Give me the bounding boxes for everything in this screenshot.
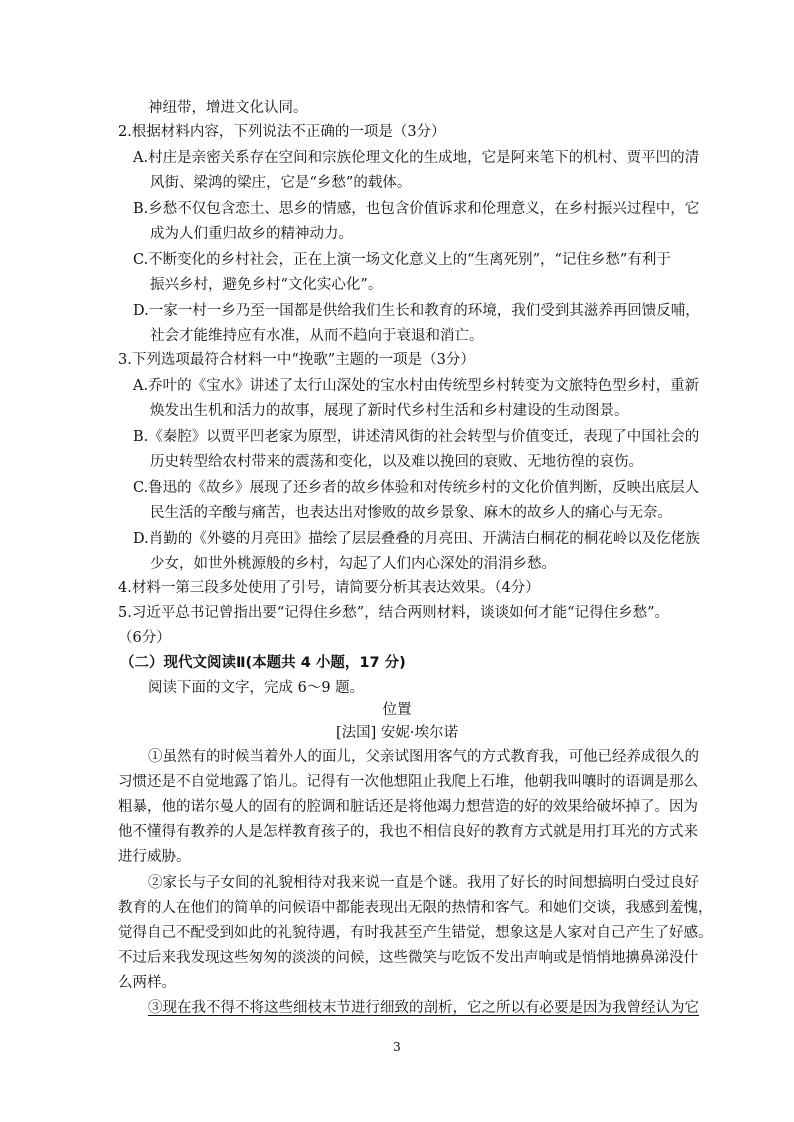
paragraph-2-line-3: 觉得自己不配受到如此的礼貌待遇，有时我甚至产生错觉，想象这是人家对自己产生了好感。 (118, 925, 713, 941)
q2-option-a-cont: 风街、梁鸿的梁庄，它是“乡愁”的载体。 (150, 175, 412, 191)
q2-option-d-cont: 社会才能维持应有水准，从而不趋向于衰退和消亡。 (150, 328, 484, 344)
q3-option-a-cont: 焕发出生机和活力的故事，展现了新时代乡村生活和乡村建设的生动图景。 (150, 403, 629, 419)
paragraph-1-line-5: 进行威胁。 (118, 849, 191, 865)
section-heading: （二）现代文阅读Ⅱ(本题共 4 小题，17 分) (120, 655, 406, 671)
q2-option-a: A.村庄是亲密关系存在空间和宗族伦理文化的生成地，它是阿来笔下的机村、贾平凹的清 (133, 150, 700, 166)
paragraph-1-line-2: 习惯还是不自觉地露了馅儿。记得有一次他想阻止我爬上石堆，他朝我叫嚷时的语调是那么 (118, 774, 698, 790)
q2-option-c: C.不断变化的乡村社会，正在上演一场文化意义上的“生离死别”，“记住乡愁”有利于 (133, 252, 671, 268)
q4-text: 4.材料一第三段多处使用了引号，请简要分析其表达效果。（4分） (118, 580, 540, 596)
q3-option-b: B.《秦腔》以贾平凹老家为原型，讲述清风街的社会转型与价值变迁，表现了中国社会的 (133, 429, 700, 445)
article-title: 位置 (382, 702, 412, 718)
continuation-text: 神纽带，增进文化认同。 (148, 100, 308, 116)
paragraph-2-line-1: ②家长与子女间的礼貌相待对我来说一直是个谜。我用了好长的时间想搞明白受过良好 (148, 875, 699, 891)
q2-option-b-cont: 成为人们重归故乡的精神动力。 (150, 226, 353, 242)
paragraph-2-line-2: 教育的人在他们的简单的问候语中都能表现出无限的热情和客气。和她们交谈，我感到羞愧， (118, 900, 713, 916)
paragraph-2-line-5: 么两样。 (118, 975, 176, 991)
q3-option-d: D.肖勤的《外婆的月亮田》描绘了层层叠叠的月亮田、开满洁白桐花的桐花岭以及仡佬族 (133, 531, 700, 547)
paragraph-2-line-4: 不过后来我发现这些匆匆的淡淡的问候，这些微笑与吃饭不发出声响或是悄悄地擤鼻涕没什 (118, 950, 698, 966)
paragraph-3-line-1: ③现在我不得不将这些细枝末节进行细致的剖析，它之所以有必要是因为我曾经认为它 (148, 1000, 699, 1016)
q3-option-c: C.鲁迅的《故乡》展现了还乡者的故乡体验和对传统乡村的文化价值判断，反映出底层人 (133, 480, 700, 496)
paragraph-1-line-3: 粗暴，他的诺尔曼人的固有的腔调和脏话还是将他竭力想营造的好的效果给破坏掉了。因为 (118, 799, 698, 815)
q2-option-d: D.一家一村一乡乃至一国都是供给我们生长和教育的环境，我们受到其滋养再回馈反哺， (133, 303, 700, 319)
paragraph-1-line-1: ①虽然有的时候当着外人的面儿，父亲试图用客气的方式教育我，可他已经养成很久的 (148, 749, 699, 765)
q2-option-b: B.乡愁不仅包含恋土、思乡的情感，也包含价值诉求和伦理意义，在乡村振兴过程中，它 (133, 201, 700, 217)
q3-option-c-cont: 民生活的辛酸与痛苦，也表达出对惨败的故乡景象、麻木的故乡人的痛心与无奈。 (150, 505, 672, 521)
q3-option-b-cont: 历史转型给农村带来的震荡和变化，以及难以挽回的衰败、无地彷徨的哀伤。 (150, 454, 643, 470)
q2-stem: 2.根据材料内容，下列说法不正确的一项是（3分） (118, 124, 446, 140)
q5-text: 5.习近平总书记曾指出要“记得住乡愁”，结合两则材料，谈谈如何才能“记得住乡愁”。 (118, 605, 669, 621)
q3-option-a: A.乔叶的《宝水》讲述了太行山深处的宝水村由传统型乡村转变为文旅特色型乡村，重新 (133, 378, 700, 394)
paragraph-1-line-4: 他不懂得有教养的人是怎样教育孩子的，我也不相信良好的教育方式就是用打耳光的方式来 (118, 824, 698, 840)
article-author: [法国] 安妮·埃尔诺 (335, 725, 459, 741)
section-instruction: 阅读下面的文字，完成 6～9 题。 (148, 680, 365, 696)
page-number: 3 (393, 1040, 401, 1054)
q2-option-c-cont: 振兴乡村，避免乡村“文化实心化”。 (150, 277, 383, 293)
q3-option-d-cont: 少女，如世外桃源般的乡村，勾起了人们内心深处的涓涓乡愁。 (150, 556, 556, 572)
q3-stem: 3.下列选项最符合材料一中“挽歌”主题的一项是（3分） (118, 352, 475, 368)
q5-score: （6分） (118, 630, 171, 646)
